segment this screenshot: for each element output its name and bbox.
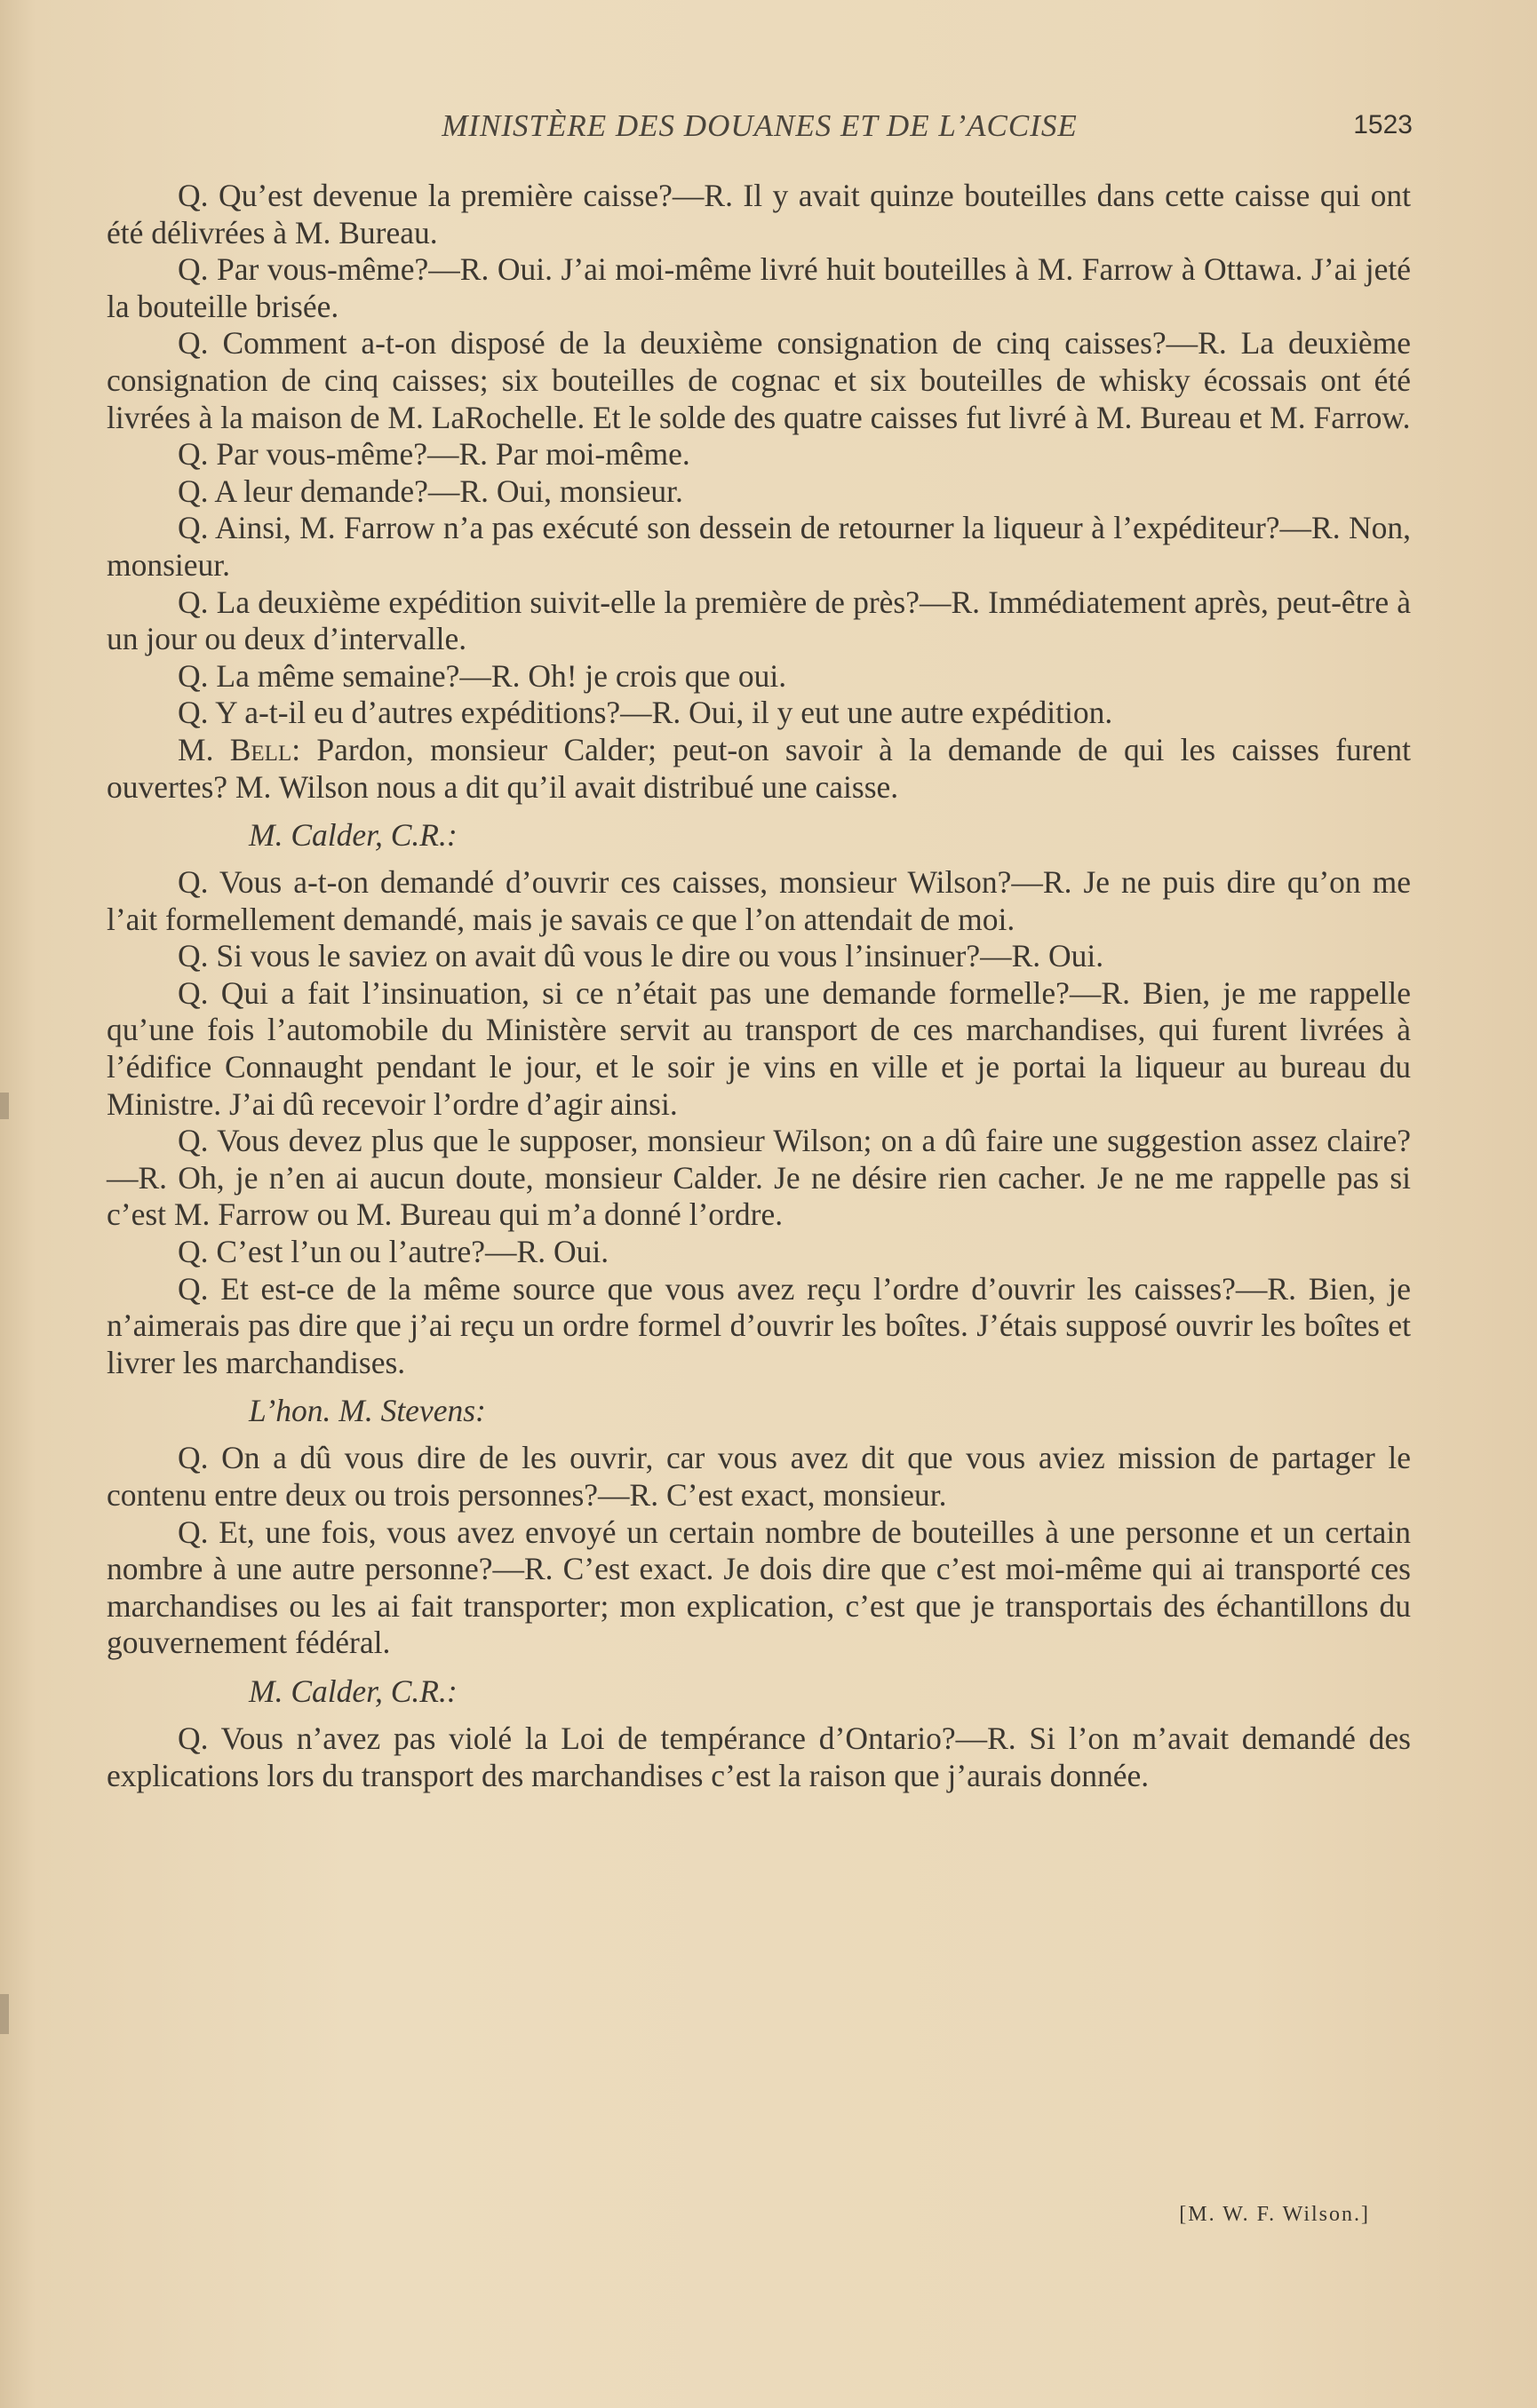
paragraph: Q. Qu’est devenue la première caisse?—R. Il y avait quinze bouteilles dans cette caisse qui ont été délivrées à M. Bureau. (107, 178, 1411, 250)
paragraph: Q. C’est l’un ou l’autre?—R. Oui. (178, 1234, 609, 1270)
paragraph: Q. A leur demande?—R. Oui, monsieur. (178, 473, 683, 509)
speaker-heading: M. Calder, C.R.: (249, 817, 458, 854)
speaker-heading: L’hon. M. Stevens: (249, 1393, 486, 1429)
paragraph: Q. La même semaine?—R. Oh! je crois que oui. (178, 657, 787, 694)
transcript-body (107, 178, 1411, 1794)
paragraph: Q. Vous n’avez pas violé la Loi de tempérance d’Ontario?—R. Si l’on m’avait demandé des explications lors du transport des marchandises c’est la raison que j’aurais donnée. (107, 1720, 1411, 1793)
paragraph: Q. Si vous le saviez on avait dû vous le dire ou vous l’insinuer?—R. Oui. (178, 938, 1104, 974)
page-number: 1523 (1353, 110, 1413, 139)
paragraph: Q. On a dû vous dire de les ouvrir, car vous avez dit que vous aviez mission de partager le contenu entre deux ou trois personnes?—R. C’est exact, monsieur. (107, 1440, 1411, 1513)
speaker-heading: M. Calder, C.R.: (249, 1673, 458, 1709)
paragraph: Q. Et est-ce de la même source que vous avez reçu l’ordre d’ouvrir les caisses?—R. Bien, je n’aimerais pas dire que j’ai reçu un ordre formel d’ouvrir les boîtes. J’étais supposé ouvrir les boîtes et livrer les marchandises. (107, 1270, 1411, 1380)
paragraph: Q. Par vous-même?—R. Par moi-même. (178, 436, 690, 473)
paragraph: Q. Et, une fois, vous avez envoyé un certain nombre de bouteilles à une personne et un certain nombre à une autre personne?—R. C’est exact. Je dois dire que c’est moi-même qui ai transporté ces marchandises ou les ai fait transporter; mon explication, c’est que je transportais des échantillons du gouvernement fédéral. (107, 1514, 1411, 1661)
paragraph: Q. La deuxième expédition suivit-elle la première de près?—R. Immédiatement après, peut-être à un jour ou deux d’intervalle. (107, 584, 1411, 657)
paragraph: Q. Ainsi, M. Farrow n’a pas exécuté son dessein de retourner la liqueur à l’expéditeur?—R. Non, monsieur. (107, 510, 1411, 583)
binding-mark (0, 1994, 9, 2034)
signature-line: [M. W. F. Wilson.] (1179, 2203, 1370, 2226)
speaker-name: Bell (229, 731, 292, 767)
paragraph: Q. Vous a-t-on demandé d’ouvrir ces caisses, monsieur Wilson?—R. Je ne puis dire qu’on me l’ait formellement demandé, mais je savais ce que l’on attendait de moi. (107, 864, 1411, 937)
paragraph: Q. Qui a fait l’insinuation, si ce n’était pas une demande formelle?—R. Bien, je me rappelle qu’une fois l’automobile du Ministère servit au transport de ces marchandises, qui furent livrées à l’édifice Connaught pendant le jour, et le soir je vins en ville et je portai la liqueur au bureau du Ministre. J’ai dû recevoir l’ordre d’agir ainsi. (107, 974, 1411, 1122)
binding-mark (0, 1093, 9, 1119)
paragraph: Q. Par vous-même?—R. Oui. J’ai moi-même livré huit bouteilles à M. Farrow à Ottawa. J’ai jeté la bouteille brisée. (107, 251, 1411, 324)
paragraph: Q. Y a-t-il eu d’autres expéditions?—R. Oui, il y eut une autre expédition. (178, 695, 1113, 731)
paragraph: Q. Comment a-t-on disposé de la deuxième consignation de cinq caisses?—R. La deuxième consignation de cinq caisses; six bouteilles de cognac et six bouteilles de whisky écossais ont été livrées à la maison de M. LaRochelle. Et le solde des quatre caisses fut livré à M. Bureau et M. Farrow. (107, 325, 1411, 435)
paragraph: Q. Vous devez plus que le supposer, monsieur Wilson; on a dû faire une suggestion assez claire?—R. Oh, je n’en ai aucun doute, monsieur Calder. Je ne désire rien cacher. Je ne me rappelle pas si c’est M. Farrow ou M. Bureau qui m’a donné l’ordre. (107, 1123, 1411, 1233)
paragraph-text: : Pardon, monsieur Calder; peut-on savoir à la demande de qui les caisses furent ouvertes? M. Wilson nous a dit qu’il avait distribué une caisse. (107, 731, 1411, 805)
speaker-prefix: M. (178, 731, 230, 767)
paragraph-bell (107, 732, 1411, 806)
page-header (107, 108, 1413, 153)
running-title: MINISTÈRE DES DOUANES ET DE L’ACCISE (442, 108, 1078, 143)
